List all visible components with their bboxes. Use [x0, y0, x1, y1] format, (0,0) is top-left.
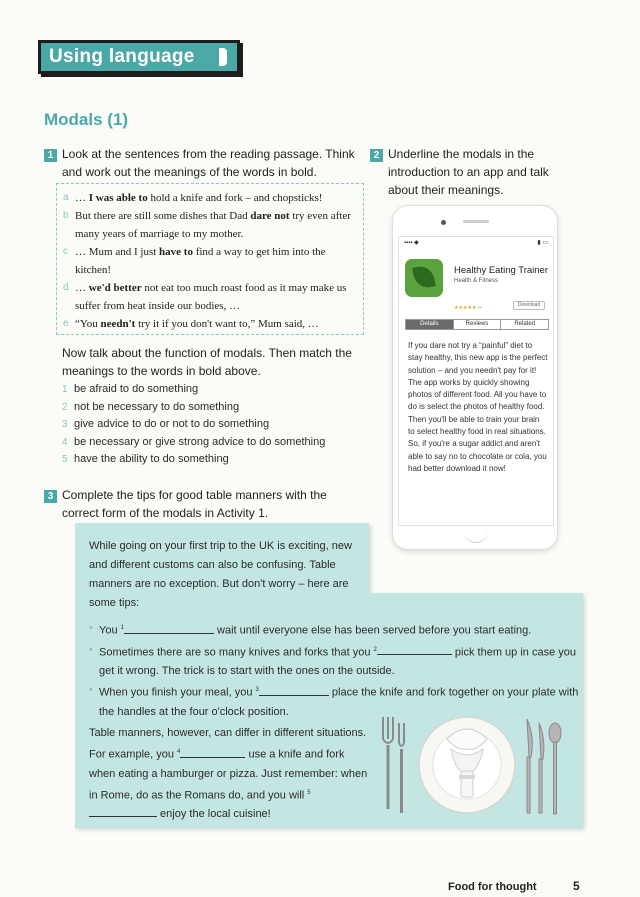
sentence-text: …: [75, 282, 89, 294]
tip-text: When you finish your meal, you: [99, 686, 256, 699]
camera-icon: [441, 220, 446, 225]
sentence-text: try it if you don't want to,” Mum said, …: [135, 318, 319, 330]
meaning-number: 3: [62, 419, 68, 430]
tips-intro: While going on your first trip to the UK is exciting, new and different customs can also be confusing. Table manners are no exception. But don't worry – here are some tips:: [89, 540, 352, 609]
sentence-text: “You: [75, 318, 101, 330]
answer-blank-1[interactable]: [124, 622, 214, 634]
banner-flag-icon: [219, 48, 227, 66]
tip-item: [89, 619, 579, 641]
footer-title: Food for thought: [448, 881, 537, 893]
meaning-number: 4: [62, 436, 68, 448]
activity-1-instruction-2: Now talk about the function of modals. Then match the meanings to the words in bold above.: [62, 346, 352, 378]
blank-number: 3: [255, 687, 259, 694]
section-heading: Modals (1): [44, 110, 129, 129]
modal-bold: we'd better: [88, 282, 142, 294]
page-number: 5: [573, 879, 580, 893]
modal-bold: have to: [159, 246, 193, 258]
bullet-icon: •: [89, 684, 93, 697]
sentence-b: [63, 207, 357, 243]
phone-screen: [398, 236, 554, 526]
closing-text: enjoy the local cuisine!: [157, 808, 271, 821]
sentence-text: try even after many years of marriage to my mother.: [75, 210, 351, 240]
sentence-e: [63, 315, 357, 333]
meaning-item: [62, 451, 362, 469]
meaning-item: [62, 381, 362, 399]
sentence-letter: b: [63, 210, 69, 221]
tip-text: pick them up in case you get it wrong. The trick is to start with the ones on the outside.: [99, 646, 576, 678]
status-bar: [399, 237, 553, 249]
activity-3-number: 3: [44, 490, 57, 503]
blank-number: 5: [307, 789, 311, 796]
sentence-text: not eat too much roast food as it may make us suffer from heat inside our bodies, …: [75, 282, 347, 312]
app-leaf-icon: [405, 259, 443, 297]
sentence-c: [63, 243, 357, 279]
answer-blank-3[interactable]: [259, 684, 329, 696]
meaning-item: [62, 434, 362, 452]
fork-icon: [383, 717, 393, 809]
app-category: Health & Fitness: [454, 278, 499, 284]
sentence-letter: a: [63, 192, 69, 203]
knife-icon: [539, 723, 544, 813]
rating-stars-icon: ★★★★★ ▪▪: [454, 305, 482, 311]
sentence-d: [63, 279, 357, 315]
meaning-text: be necessary or give strong advice to do something: [74, 435, 326, 448]
modal-bold: dare not: [250, 210, 290, 222]
meaning-text: have the ability to do something: [74, 453, 229, 465]
banner-title: Using language: [49, 46, 195, 67]
meaning-number: 5: [62, 454, 68, 465]
activity-3-instruction: Complete the tips for good table manners with the correct form of the modals in Activity 1.: [62, 488, 327, 520]
tip-text: place the knife and fork together on your plate with the handles at the four o'clock position.: [99, 686, 579, 718]
fork-icon: [399, 723, 404, 813]
blank-number: 1: [120, 625, 124, 631]
closing-text: use a knife and fork when eating a hamburger or pizza. Just remember: when in Rome, do as the Romans do, and you will: [89, 748, 368, 802]
signal-icon: ▪▪▪▪ ◆: [404, 240, 419, 246]
tab-related[interactable]: Related: [514, 321, 536, 327]
tips-list: [89, 619, 579, 722]
sentence-box: [56, 183, 364, 335]
answer-blank-2[interactable]: [377, 643, 452, 655]
sentence-text: find a way to get him into the kitchen!: [75, 246, 326, 276]
meaning-number: 2: [62, 401, 68, 413]
activity-1-number: 1: [44, 149, 57, 162]
sentence-text: But there are still some dishes that Dad: [75, 210, 251, 222]
tip-text: wait until everyone else has been served before you start eating.: [213, 624, 532, 637]
tab-details[interactable]: Details: [406, 320, 454, 329]
blank-number: 2: [373, 646, 377, 653]
download-button[interactable]: Download: [513, 301, 545, 310]
sentence-text: hold a knife and fork – and chopsticks!: [147, 192, 323, 204]
activity-2-instruction: Underline the modals in the introduction to an app and talk about their meanings.: [388, 147, 549, 197]
sentence-letter: e: [63, 318, 69, 329]
knife-icon: [527, 719, 532, 813]
sentence-letter: c: [63, 246, 68, 257]
bullet-icon: •: [89, 643, 93, 656]
closing-text: Table manners, however, can differ in different situations. For example, you: [89, 727, 367, 761]
blank-number: 4: [177, 749, 181, 755]
sentence-text: … Mum and I just: [75, 246, 160, 258]
phone-illustration: [392, 205, 558, 550]
meaning-text: not be necessary to do something: [74, 400, 240, 413]
spoon-icon: [549, 723, 561, 814]
modal-bold: I was able to: [88, 192, 148, 204]
bullet-icon: •: [89, 622, 93, 634]
tip-text: You: [99, 624, 121, 637]
meanings-list: [62, 381, 362, 469]
activity-2-number: 2: [370, 149, 383, 162]
modal-bold: needn't: [100, 318, 136, 330]
meaning-item: [62, 399, 362, 417]
meaning-text: give advice to do or not to do something: [74, 418, 270, 430]
speaker-icon: [463, 220, 489, 223]
sentence-letter: d: [63, 282, 69, 293]
meaning-text: be afraid to do something: [74, 383, 199, 395]
app-tabs: [405, 319, 549, 330]
app-description: If you dare not try a “painful” diet to stay healthy, this new app is the perfect solution – and you needn't pay for it! The app works by quickly showing photos of different food. All you have to do is select the photos of healthy food. Then you'll be able to train your brain to select healthy food in real situations. So, if you're a sugar addict and aren't able to say no to chocolate or cola, you had better download it now!: [408, 341, 548, 473]
answer-blank-4[interactable]: [180, 746, 245, 758]
app-name: Healthy Eating Trainer: [454, 265, 548, 276]
sentence-a: [63, 189, 357, 207]
meaning-item: [62, 416, 362, 434]
answer-blank-5[interactable]: [89, 805, 157, 817]
tip-item: [89, 641, 579, 682]
tip-text: Sometimes there are so many knives and forks that you: [99, 646, 374, 659]
tab-reviews[interactable]: Reviews: [454, 320, 502, 329]
meaning-number: 1: [62, 384, 68, 395]
section-banner: [38, 40, 240, 74]
sentence-text: …: [75, 192, 89, 204]
activity-1-instruction: Look at the sentences from the reading passage. Think and work out the meanings of the words in bold.: [62, 147, 355, 179]
battery-icon: ▮ ▭: [537, 240, 548, 246]
tips-panel: [75, 523, 583, 828]
place-setting-illustration: [375, 709, 575, 824]
tips-closing: [89, 724, 369, 824]
